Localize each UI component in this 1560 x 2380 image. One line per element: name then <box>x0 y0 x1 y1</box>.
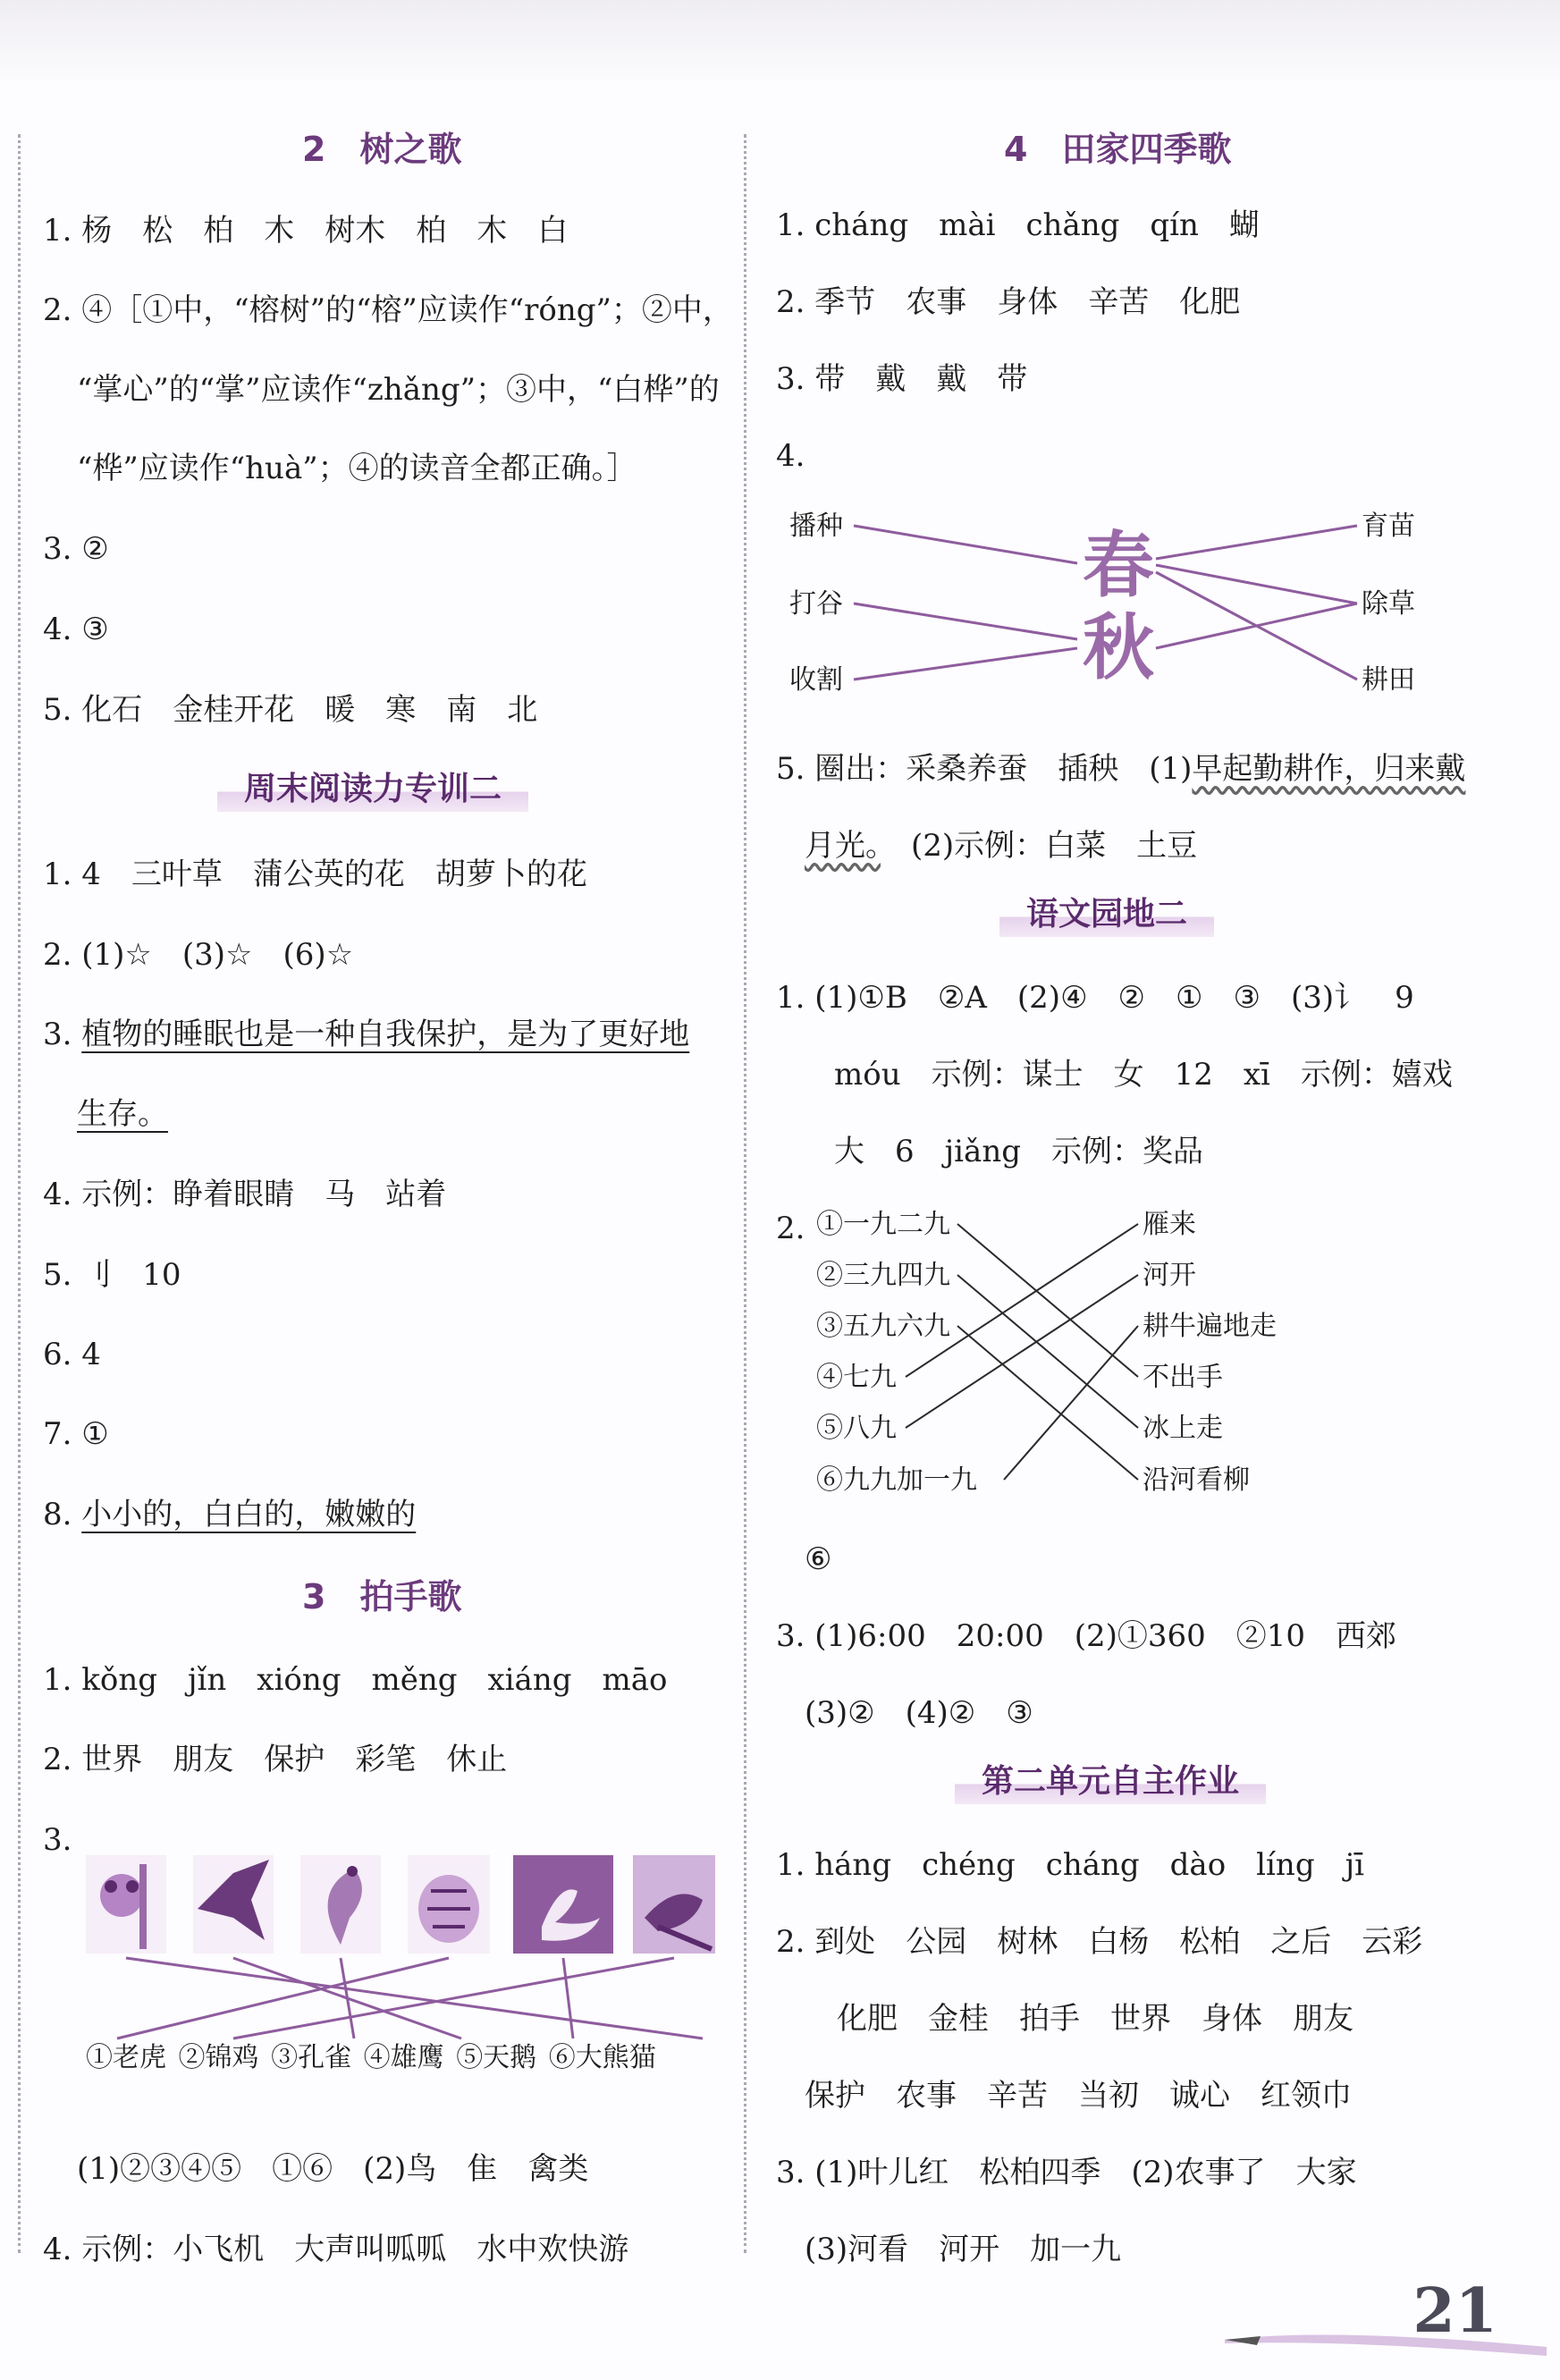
weekend-q6: 6. 4 <box>43 1337 101 1372</box>
lesson3-q1: 1. kǒng jǐn xióng měng xiáng māo <box>43 1662 668 1698</box>
lesson4-q5-line1 <box>776 749 1465 789</box>
animal-name-2: ②锦鸡 <box>178 2042 259 2073</box>
weekend-q5: 5. 刂 10 <box>43 1257 181 1293</box>
lesson3-q3-answer: (1)②③④⑤ ①⑥ (2)鸟 隹 禽类 <box>77 2151 589 2187</box>
unit-two-homework-title: 第二单元自主作业 <box>955 1760 1266 1804</box>
garden-q1-line2: móu 示例：谋士 女 12 xī 示例：嬉戏 <box>834 1057 1453 1093</box>
animal-name-3: ③孔雀 <box>271 2042 352 2073</box>
match-right-5: 冰上走 <box>1143 1413 1223 1444</box>
match-left-3: ③五九六九 <box>816 1311 950 1342</box>
panda-picture <box>86 1855 166 1954</box>
garden-q3-line1: 3. (1)6:00 20:00 (2)①360 ②10 西郊 <box>776 1618 1397 1654</box>
weekend-q3-number: 3. <box>43 1017 82 1052</box>
weekend-q4: 4. 示例：睁着眼睛 马 站着 <box>43 1177 447 1212</box>
diagram-left-2: 打谷 <box>789 588 843 620</box>
lesson2-q5: 5. 化石 金桂开花 暖 寒 南 北 <box>43 692 538 728</box>
lesson4-q4: 4. <box>776 438 805 474</box>
eagle-picture <box>193 1855 274 1954</box>
autumn-character: 秋 <box>1083 605 1154 689</box>
match-left-6: ⑥九九加一九 <box>816 1464 977 1496</box>
left-margin-rule <box>18 134 21 2253</box>
diagram-left-1: 播种 <box>789 511 843 542</box>
match-left-4: ④七九 <box>816 1362 897 1393</box>
garden-q1-line3: 大 6 jiǎng 示例：奖品 <box>834 1134 1203 1169</box>
diagram-right-3: 耕田 <box>1362 664 1415 696</box>
match-left-1: ①一九二九 <box>816 1209 950 1240</box>
spring-character: 春 <box>1083 523 1154 607</box>
chinese-garden-title: 语文园地二 <box>999 892 1214 937</box>
animal-name-6: ⑥大熊猫 <box>548 2042 656 2073</box>
weekend-q2: 2. (1)☆ (3)☆ (6)☆ <box>43 937 354 973</box>
lesson2-q2-line2: “掌心”的“掌”应读作“zhǎng”；③中，“白桦”的 <box>77 372 720 408</box>
unit-q3-line1: 3. (1)叶儿红 松柏四季 (2)农事了 大家 <box>776 2155 1357 2190</box>
diagram-right-1: 育苗 <box>1362 511 1415 542</box>
swan-picture <box>513 1855 613 1954</box>
weekend-reading-title: 周末阅读力专训二 <box>217 767 528 812</box>
lesson4-q5-example: (2)示例：白菜 土豆 <box>881 828 1198 864</box>
match-left-5: ⑤八九 <box>816 1413 897 1444</box>
unit-q3-line2: (3)河看 河开 加一九 <box>805 2232 1122 2267</box>
garden-q3-line2: (3)② (4)② ③ <box>805 1695 1033 1731</box>
unit-q1: 1. háng chéng cháng dào líng jī <box>776 1847 1365 1883</box>
animal-names-row <box>86 2038 656 2078</box>
lesson-2-title: 2 树之歌 <box>302 130 462 169</box>
unit-q2-line1: 2. 到处 公园 树林 白杨 松柏 之后 云彩 <box>776 1924 1423 1960</box>
match-right-6: 沿河看柳 <box>1143 1464 1250 1496</box>
match-left-2: ②三九四九 <box>816 1260 950 1291</box>
column-divider <box>744 134 746 2253</box>
weekend-q8-number: 8. <box>43 1497 82 1532</box>
match-right-2: 河开 <box>1143 1260 1196 1291</box>
match-right-3: 耕牛遍地走 <box>1143 1311 1277 1342</box>
diagram-left-3: 收割 <box>789 664 843 696</box>
lesson-4-title: 4 田家四季歌 <box>1004 130 1232 169</box>
page-number-swoosh <box>1225 2320 1547 2356</box>
animal-name-5: ⑤天鹅 <box>456 2042 537 2073</box>
match-right-1: 雁来 <box>1143 1209 1196 1240</box>
lesson2-q3: 3. ② <box>43 531 109 567</box>
proverb-matching-diagram <box>816 1203 1335 1511</box>
lesson2-q4: 4. ③ <box>43 612 109 647</box>
weekend-q3-underlined-line1: 植物的睡眠也是一种自我保护，是为了更好地 <box>81 1017 690 1052</box>
season-matching-diagram <box>789 501 1433 715</box>
matching-lines <box>117 1958 703 2038</box>
lesson4-q5-wavy2: 月光。 <box>805 828 881 864</box>
top-band <box>0 0 1560 80</box>
weekend-q3-line2 <box>77 1094 168 1134</box>
page-number: 21 <box>1412 2275 1497 2347</box>
lesson4-q2: 2. 季节 农事 身体 辛苦 化肥 <box>776 284 1241 320</box>
lesson4-q5-line2 <box>805 826 1197 865</box>
peacock-picture <box>300 1855 381 1954</box>
weekend-q1: 1. 4 三叶草 蒲公英的花 胡萝卜的花 <box>43 857 587 892</box>
garden-q2: 2. <box>776 1211 805 1246</box>
weekend-q3 <box>43 1015 689 1054</box>
lesson4-q5-wavy1: 早起勤耕作，归来戴 <box>1192 751 1466 787</box>
animal-name-1: ①老虎 <box>86 2042 166 2073</box>
lesson2-q1: 1. 杨 松 柏 木 树木 柏 木 白 <box>43 213 569 249</box>
garden-q2-answer: ⑥ <box>805 1541 832 1577</box>
pheasant-picture <box>633 1855 715 1954</box>
lesson4-q5-text: 5. 圈出：采桑养蚕 插秧 (1) <box>776 751 1193 787</box>
weekend-q8 <box>43 1495 416 1534</box>
lesson3-q2: 2. 世界 朋友 保护 彩笔 休止 <box>43 1742 508 1777</box>
unit-q2-line2: 化肥 金桂 拍手 世界 身体 朋友 <box>837 2001 1353 2037</box>
lesson2-q2-line3: “桦”应读作“huà”；④的读音全都正确。］ <box>77 451 637 486</box>
lesson4-q1: 1. cháng mài chǎng qín 蝴 <box>776 207 1260 243</box>
lesson3-q3: 3. <box>43 1822 72 1858</box>
garden-q1-line1: 1. (1)①B ②A (2)④ ② ① ③ (3)讠 9 <box>776 980 1414 1016</box>
lesson4-q3: 3. 带 戴 戴 带 <box>776 361 1028 397</box>
weekend-q7: 7. ① <box>43 1416 109 1452</box>
weekend-q8-underlined: 小小的，白白的，嫩嫩的 <box>81 1497 417 1532</box>
weekend-q3-underlined-line2: 生存。 <box>77 1096 168 1132</box>
lesson3-q4: 4. 示例：小飞机 大声叫呱呱 水中欢快游 <box>43 2232 629 2267</box>
lesson-3-title: 3 拍手歌 <box>302 1577 462 1616</box>
tiger-picture <box>408 1855 490 1954</box>
diagram-right-2: 除草 <box>1362 588 1415 620</box>
unit-q2-line3: 保护 农事 辛苦 当初 诚心 红领巾 <box>805 2078 1352 2114</box>
animal-name-4: ④雄鹰 <box>363 2042 444 2073</box>
match-right-4: 不出手 <box>1143 1362 1223 1393</box>
lesson2-q2-line1: 2. ④［①中，“榕树”的“榕”应读作“róng”；②中， <box>43 292 733 328</box>
